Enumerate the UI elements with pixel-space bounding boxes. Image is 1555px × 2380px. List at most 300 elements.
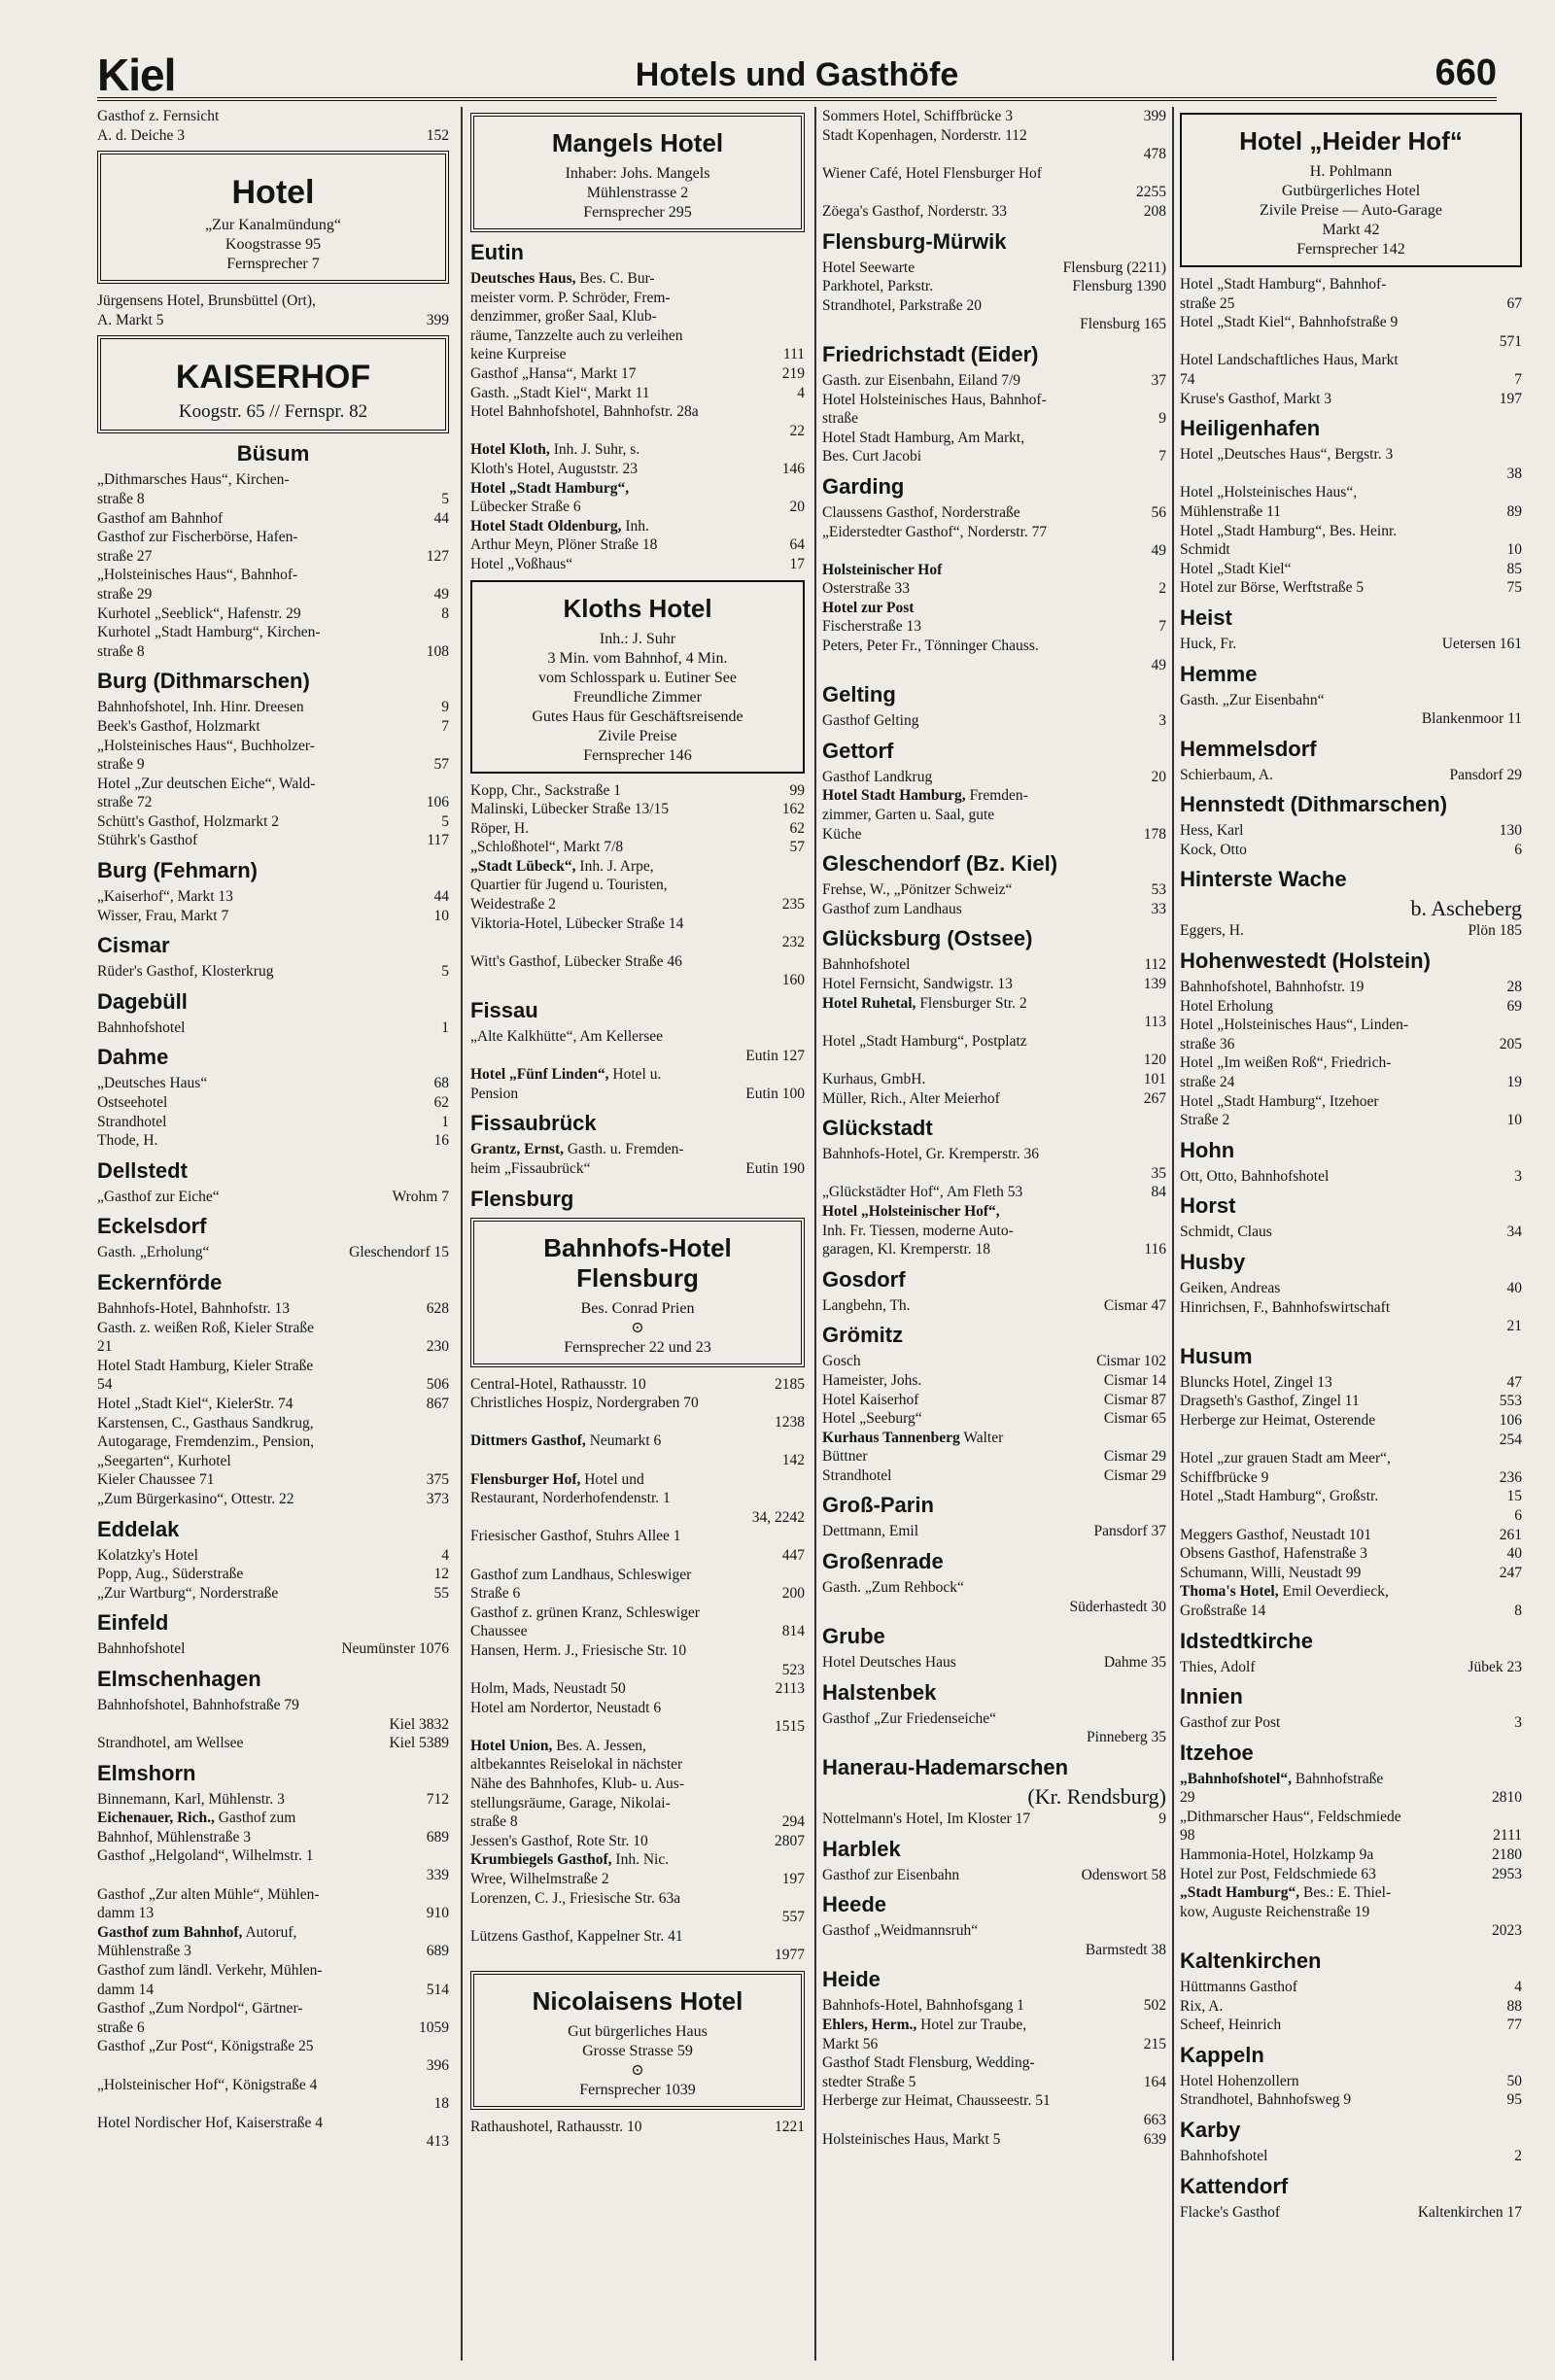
listing-text: Gasthof „Zur alten Mühle“, Mühlen- <box>97 1885 320 1903</box>
listing-line <box>822 617 1166 637</box>
listing-line <box>97 2132 449 2152</box>
column-3 <box>822 107 1166 2361</box>
listing-text: Bes. Curt Jacobi <box>822 448 922 466</box>
listing-text: Gasth. „Zur Eisenbahn“ <box>1180 691 1325 708</box>
listing-line <box>97 1452 449 1471</box>
listing-text: Hotel „Fünf Linden“, Hotel u. <box>470 1066 662 1084</box>
listing-text: Hameister, Johs. <box>822 1371 922 1389</box>
listing-text: Wiener Café, Hotel Flensburger Hof <box>822 164 1042 182</box>
listing-phone: Flensburg 165 <box>1080 316 1166 333</box>
listing-line <box>1180 465 1522 484</box>
town-heading: Eckernförde <box>97 1270 223 1294</box>
listing-line <box>822 1051 1166 1070</box>
listing-line <box>822 656 1166 675</box>
listing-text: Beek's Gasthof, Holzmarkt <box>97 717 260 735</box>
listing-text: Gasthof z. grünen Kranz, Schleswiger <box>470 1604 700 1621</box>
listing-phone: 1 <box>441 1018 449 1036</box>
column-divider <box>461 107 463 2361</box>
town-heading: Halstenbek <box>822 1679 937 1705</box>
listing-text: Hotel zur Börse, Werftstraße 5 <box>1180 579 1365 597</box>
listing-text: Hammonia-Hotel, Holzkamp 9a <box>1180 1846 1374 1864</box>
town-heading: Eddelak <box>97 1516 180 1541</box>
listing-text: „Stadt Hamburg“, Bes.: E. Thiel- <box>1180 1884 1392 1902</box>
listing-line <box>822 786 1166 806</box>
listing-line <box>822 1447 1166 1466</box>
listing-phone: 20 <box>1151 768 1166 785</box>
listing-text: Rüder's Gasthof, Klosterkrug <box>97 963 274 981</box>
listing-line <box>470 1679 805 1699</box>
listing-line <box>470 1661 805 1680</box>
listing-text: Schmidt <box>1180 541 1230 559</box>
town-heading: Heide <box>822 1967 881 1992</box>
listing-line <box>97 755 449 775</box>
listing-phone: Uetersen 161 <box>1441 635 1522 652</box>
listing-text: Bahnhofshotel <box>97 1640 186 1658</box>
listing-name: Hotel Ruhetal, <box>822 994 916 1012</box>
listing-line <box>1180 635 1522 654</box>
listing-phone: 663 <box>1143 2111 1166 2128</box>
listing-text: Gasth. „Stadt Kiel“, Markt 11 <box>470 384 650 401</box>
listing-line <box>1180 445 1522 465</box>
listing-line <box>470 933 805 952</box>
listing-line <box>822 371 1166 391</box>
listing-line <box>822 1429 1166 1448</box>
listing-text: Hotel Landschaftliches Haus, Markt <box>1180 352 1399 369</box>
listing-line <box>97 1846 449 1866</box>
listing-line <box>822 1598 1166 1617</box>
listing-line <box>822 1240 1166 1259</box>
listing-text: „Bahnhofshotel“, Bahnhofstraße <box>1180 1770 1384 1787</box>
listing-line <box>97 1961 449 1981</box>
listing-phone: 1221 <box>775 2119 805 2135</box>
listing-line <box>1180 1997 1522 2017</box>
listing-line <box>822 1145 1166 1164</box>
listing-text: 54 <box>97 1376 113 1394</box>
listing-text: A. d. Deiche 3 <box>97 126 185 144</box>
town-heading: Kattendorf <box>1180 2173 1289 2198</box>
listing-text: Hotel „Stadt Hamburg“, Bahnhof- <box>1180 276 1387 293</box>
listing-text: Hotel Kloth, Inh. J. Suhr, s. <box>470 441 640 459</box>
listing-line <box>1180 1035 1522 1054</box>
listing-phone: 75 <box>1506 579 1522 597</box>
ad-line: Hotel „Heider Hof“ <box>1239 126 1463 155</box>
listing-phone: Neumünster 1076 <box>341 1640 449 1658</box>
listing-line <box>470 838 805 857</box>
listing-name: Holsteinischer Hof <box>822 561 943 578</box>
listing-phone: 69 <box>1506 997 1522 1015</box>
listing-text: Gasthof zur Fischerbörse, Hafen- <box>97 529 298 546</box>
listing-text: Hotel „Stadt Hamburg“, Postplatz <box>822 1032 1027 1050</box>
listing-line <box>470 479 805 499</box>
listing-line <box>470 2118 805 2137</box>
listing-text <box>470 479 629 499</box>
listing-line <box>470 1812 805 1832</box>
listing-phone: 261 <box>1499 1526 1522 1543</box>
listing-text: Wree, Wilhelmstraße 2 <box>470 1871 609 1888</box>
listing-line <box>822 711 1166 731</box>
listing-text: „Stadt Lübeck“, Inh. J. Arpe, <box>470 857 654 875</box>
listing-line <box>470 1375 805 1395</box>
listing-text: Nähe des Bahnhofes, Klub- u. Aus- <box>470 1776 684 1793</box>
listing-line <box>470 1047 805 1066</box>
column-divider <box>814 107 816 2361</box>
listing-line <box>822 523 1166 542</box>
listing-line <box>822 315 1166 334</box>
listing-text: Herberge zur Heimat, Osterende <box>1180 1411 1376 1429</box>
listing-line <box>470 800 805 819</box>
listing-line <box>97 1734 449 1753</box>
listing-line <box>1180 1602 1522 1621</box>
listing-phone: 205 <box>1499 1035 1522 1052</box>
advertisement-box <box>1180 113 1522 267</box>
listing-line <box>470 327 805 346</box>
header-rule <box>97 97 1497 101</box>
town-heading: Dellstedt <box>97 1157 188 1183</box>
listing-line <box>1180 1865 1522 1884</box>
listing-line <box>97 698 449 717</box>
listing-text: Kurhotel „Stadt Hamburg“, Kirchen- <box>97 624 321 641</box>
listing-line <box>822 768 1166 787</box>
listing-text: Ott, Otto, Bahnhofshotel <box>1180 1167 1330 1185</box>
listing-text: Lützens Gasthof, Kappelner Str. 41 <box>470 1927 683 1945</box>
listing-line <box>822 1070 1166 1089</box>
listing-phone: 1977 <box>775 1947 805 1964</box>
listing-line <box>97 1018 449 1038</box>
listing-line <box>1180 1788 1522 1808</box>
listing-line <box>470 876 805 895</box>
listing-line <box>822 579 1166 599</box>
ad-line: Zivile Preise <box>598 727 677 744</box>
listing-text <box>822 1202 1000 1222</box>
listing-line <box>822 1578 1166 1598</box>
listing-line <box>1180 578 1522 598</box>
listing-text: Hess, Karl <box>1180 822 1244 840</box>
listing-line <box>97 311 449 330</box>
listing-phone: 28 <box>1506 979 1522 996</box>
listing-line <box>97 1432 449 1452</box>
listing-text: „Alte Kalkhütte“, Am Kellersee <box>470 1028 663 1046</box>
listing-text: altbekanntes Reiselokal in nächster <box>470 1756 683 1774</box>
listing-line <box>97 1715 449 1735</box>
listing-text: Gasthof zum Bahnhof, Autoruf, <box>97 1923 297 1941</box>
listing-line <box>97 490 449 509</box>
listing-phone: 68 <box>433 1075 449 1092</box>
listing-phone: 142 <box>781 1451 805 1468</box>
ad-line: Zivile Preise — Auto-Garage <box>1260 202 1442 219</box>
listing-phone: 9 <box>1158 1811 1166 1828</box>
listing-text: Strandhotel <box>97 1113 167 1130</box>
listing-text: Kurhaus, GmbH. <box>822 1070 926 1087</box>
listing-line <box>1180 841 1522 860</box>
listing-phone: 399 <box>426 311 449 328</box>
listing-text: Hotel Kaiserhof <box>822 1391 919 1408</box>
listing-text: Pension <box>470 1085 519 1102</box>
listing-line <box>470 1527 805 1546</box>
listing-line <box>822 2130 1166 2150</box>
listing-text: Obsens Gasthof, Hafenstraße 3 <box>1180 1545 1367 1563</box>
page-title: Hotels und Gasthöfe <box>635 56 959 93</box>
listing-phone: 19 <box>1506 1074 1522 1091</box>
listing-line <box>822 1522 1166 1541</box>
town-heading: Innien <box>1180 1684 1243 1709</box>
listing-text: Gasthof zur Post <box>1180 1714 1281 1732</box>
town-heading: Grömitz <box>822 1323 904 1348</box>
listing-line <box>97 775 449 794</box>
listing-line <box>1180 978 1522 997</box>
listing-name: Deutsches Haus, <box>470 270 576 287</box>
listing-phone: Cismar 87 <box>1103 1391 1166 1408</box>
listing-line <box>97 547 449 567</box>
listing-phone: 57 <box>789 839 805 856</box>
listing-line <box>1180 1826 1522 1845</box>
listing-phone: 112 <box>1144 956 1166 974</box>
listing-text: zimmer, Garten u. Saal, gute <box>822 807 995 824</box>
listing-line <box>822 1222 1166 1241</box>
column-2 <box>470 107 805 2361</box>
listing-line <box>97 1188 449 1207</box>
listing-phone: 689 <box>426 1943 449 1960</box>
listing-text: straße 8 <box>97 490 145 507</box>
listing-text: Weidestraße 2 <box>470 896 556 914</box>
listing-phone: 4 <box>441 1546 449 1564</box>
town-heading: Kappeln <box>1180 2042 1264 2067</box>
listing-text: Dittmers Gasthof, Neumarkt 6 <box>470 1432 662 1450</box>
listing-line <box>822 637 1166 656</box>
listing-line <box>97 962 449 982</box>
listing-line <box>97 1565 449 1584</box>
listing-text: „Zur Wartburg“, Norderstraße <box>97 1584 279 1602</box>
listing-text: Hotel „Deutsches Haus“, Bergstr. 3 <box>1180 446 1394 464</box>
town-heading: Eckelsdorf <box>97 1214 207 1239</box>
listing-phone: 40 <box>1506 1545 1522 1563</box>
listing-line <box>470 914 805 934</box>
listing-phone: Cismar 65 <box>1103 1410 1166 1428</box>
listing-phone: 506 <box>426 1376 449 1394</box>
listing-name: Eichenauer, Rich., <box>97 1810 215 1827</box>
listing-text: damm 14 <box>97 1981 155 1998</box>
listing-phone: 108 <box>426 642 449 660</box>
listing-phone: 49 <box>1151 656 1166 673</box>
listing-text: Strandhotel, am Wellsee <box>97 1735 244 1752</box>
listing-phone: 62 <box>433 1094 449 1112</box>
listing-text <box>822 561 942 580</box>
listing-line <box>470 1546 805 1566</box>
listing-line <box>97 566 449 585</box>
listing-phone: 413 <box>426 2133 449 2151</box>
listing-text: Hotel „Stadt Hamburg“, Bes. Heinr. <box>1180 522 1398 539</box>
listing-line <box>97 1395 449 1414</box>
listing-line <box>470 952 805 972</box>
listing-phone: 127 <box>426 547 449 565</box>
ad-line: Koogstr. 65 // Fernspr. 82 <box>178 401 368 423</box>
listing-phone: 197 <box>781 1871 805 1888</box>
listing-phone: 1 <box>441 1113 449 1130</box>
listing-line <box>1180 1808 1522 1827</box>
listing-text: Gasthof „Zur Post“, Königstraße 25 <box>97 2038 314 2055</box>
listing-phone: 7 <box>441 717 449 735</box>
listing-text: Hotel Seewarte <box>822 259 916 276</box>
listing-phone: 106 <box>1499 1411 1522 1429</box>
listing-phone: 116 <box>1144 1241 1166 1259</box>
town-heading: Cismar <box>97 933 170 958</box>
listing-line <box>97 831 449 850</box>
listing-text: Chaussee <box>470 1623 528 1640</box>
listing-text: Gasthof „Hansa“, Markt 17 <box>470 364 637 382</box>
listing-text: Strandhotel, Bahnhofsweg 9 <box>1180 2091 1352 2109</box>
listing-text: „Zum Bürgerkasino“, Ottestr. 22 <box>97 1490 294 1507</box>
listing-phone: 101 <box>1143 1070 1166 1087</box>
listing-line <box>1180 2203 1522 2223</box>
listing-line <box>1180 1506 1522 1526</box>
listing-text: Holsteinisches Haus, Markt 5 <box>822 2130 1001 2148</box>
listing-phone: 5 <box>441 490 449 507</box>
listing-line <box>1180 2147 1522 2166</box>
town-heading: Heede <box>822 1892 887 1917</box>
listing-phone: 557 <box>781 1909 805 1926</box>
town-heading: Hanerau-Hademarschen <box>822 1755 1069 1780</box>
listing-line <box>97 1809 449 1828</box>
listing-line <box>1180 1431 1522 1450</box>
listing-phone: Kiel 5389 <box>389 1735 449 1752</box>
listing-line <box>470 1085 805 1104</box>
column-4 <box>1180 107 1522 2361</box>
listing-phone: Dahme 35 <box>1103 1654 1166 1672</box>
listing-text: Hotel „Stadt Kiel“, KielerStr. 74 <box>97 1395 294 1412</box>
listing-text: Gasthof zum Landhaus <box>822 900 962 917</box>
listing-phone: 3 <box>1514 1167 1522 1185</box>
listing-phone: 49 <box>1151 542 1166 560</box>
listing-phone: Cismar 29 <box>1103 1448 1166 1466</box>
listing-text: Gasth. „Zum Rehbock“ <box>822 1579 964 1597</box>
ad-line: 3 Min. vom Bahnhof, 4 Min. <box>547 649 728 667</box>
listing-text: Thode, H. <box>97 1132 158 1150</box>
ad-line: KAISERHOF <box>175 359 371 397</box>
town-heading: Idstedtkirche <box>1180 1628 1313 1653</box>
listing-name: Dittmers Gasthof, <box>470 1432 586 1450</box>
listing-line <box>822 1013 1166 1032</box>
listing-text: Scheef, Heinrich <box>1180 2017 1282 2034</box>
listing-line <box>470 971 805 990</box>
listing-line <box>470 1850 805 1870</box>
ad-line: Koogstrasse 95 <box>225 236 322 254</box>
listing-text: Bahnhofs-Hotel, Gr. Kremperstr. 36 <box>822 1146 1039 1163</box>
listing-phone: 62 <box>789 819 805 837</box>
listing-phone: 2 <box>1158 580 1166 598</box>
listing-phone: 35 <box>1151 1164 1166 1182</box>
town-heading: Fissaubrück <box>470 1111 597 1136</box>
listing-line <box>822 296 1166 316</box>
listing-text: Hotel „Stadt Hamburg“, Itzehoer <box>1180 1092 1379 1110</box>
listing-text: „Seegarten“, Kurhotel <box>97 1452 231 1469</box>
ad-line: Bahnhofs-Hotel Flensburg <box>543 1232 732 1293</box>
listing-phone: 37 <box>1151 371 1166 389</box>
listing-text: denzimmer, großer Saal, Klub- <box>470 308 657 326</box>
town-heading: Gettorf <box>822 738 894 763</box>
town-heading: Gelting <box>822 682 896 707</box>
listing-line <box>822 1391 1166 1410</box>
listing-phone: 2113 <box>775 1680 805 1698</box>
listing-line <box>97 1639 449 1659</box>
listing-line <box>470 402 805 422</box>
listing-line <box>1180 2090 1522 2110</box>
listing-line <box>822 541 1166 561</box>
listing-line <box>822 1202 1166 1222</box>
listing-text: Hotel „Im weißen Roß“, Friedrich- <box>1180 1054 1392 1072</box>
advertisement-box <box>470 1971 805 2110</box>
listing-text: meister vorm. P. Schröder, Frem- <box>470 289 671 306</box>
listing-phone: Gleschendorf 15 <box>349 1244 449 1261</box>
listing-text: Bluncks Hotel, Zingel 13 <box>1180 1373 1332 1391</box>
listing-phone: 339 <box>426 1867 449 1884</box>
listing-text: „Kaiserhof“, Markt 13 <box>97 888 233 906</box>
listing-phone: Kaltenkirchen 17 <box>1417 2203 1522 2221</box>
listing-line <box>97 1981 449 2000</box>
listing-line <box>822 1296 1166 1316</box>
listing-text: Parkhotel, Parkstr. <box>822 278 934 295</box>
listing-text: straße 24 <box>1180 1074 1235 1091</box>
listing-text: 98 <box>1180 1827 1195 1845</box>
listing-phone: Cismar 14 <box>1103 1371 1166 1389</box>
listing-line <box>822 900 1166 919</box>
listing-text: Hotel „zur grauen Stadt am Meer“, <box>1180 1450 1391 1467</box>
listing-phone: 33 <box>1151 900 1166 917</box>
listing-line <box>822 1866 1166 1885</box>
listing-line <box>822 1709 1166 1729</box>
ad-line: Bes. Conrad Prien <box>580 1299 695 1317</box>
listing-text: straße <box>822 410 859 428</box>
town-heading: Eutin <box>470 240 524 264</box>
listing-text: Inh. Fr. Tiessen, moderne Auto- <box>822 1222 1014 1239</box>
listing-line <box>1180 1317 1522 1336</box>
listing-text: „Schloßhotel“, Markt 7/8 <box>470 839 624 856</box>
listing-line <box>470 289 805 308</box>
listing-text: „Holsteinisches Haus“, Buchholzer- <box>97 737 315 754</box>
listing-line <box>1180 1298 1522 1318</box>
listing-text: straße 6 <box>97 2018 145 2036</box>
listing-phone: 21 <box>1506 1318 1522 1335</box>
town-heading: Hohenwestedt (Holstein) <box>1180 949 1431 974</box>
listing-text: Hotel Holsteinisches Haus, Bahnhof- <box>822 391 1047 408</box>
listing-phone: 50 <box>1506 2072 1522 2089</box>
advertisement-box <box>97 335 449 433</box>
listing-line <box>97 470 449 490</box>
town-heading: Dagebüll <box>97 988 188 1014</box>
listing-phone: 2807 <box>775 1832 805 1849</box>
listing-text: Müller, Rich., Alter Meierhof <box>822 1089 1000 1107</box>
listing-text: Büttner <box>822 1448 868 1466</box>
column-1 <box>97 107 449 2361</box>
listing-phone: 7 <box>1158 448 1166 466</box>
listing-phone: Eutin 190 <box>745 1160 805 1177</box>
listing-text: Ehlers, Herm., Hotel zur Traube, <box>822 2017 1027 2033</box>
advertisement-box <box>470 113 805 232</box>
listing-phone: 236 <box>1499 1468 1522 1486</box>
listing-line <box>470 1889 805 1909</box>
listing-text <box>822 599 914 618</box>
listing-phone: 17 <box>789 555 805 572</box>
listing-phone: 53 <box>1151 881 1166 899</box>
listing-text: Stührk's Gasthof <box>97 832 198 849</box>
listing-text: Kieler Chaussee 71 <box>97 1471 215 1489</box>
listing-line <box>97 509 449 529</box>
listing-name: Ehlers, Herm., <box>822 2017 917 2033</box>
listing-name: „Stadt Lübeck“, <box>470 857 576 875</box>
listing-text: Gasthof „Weidmannsruh“ <box>822 1922 979 1940</box>
listing-text: Röper, H. <box>470 819 530 837</box>
listing-text: Thoma's Hotel, Emil Oeverdieck, <box>1180 1583 1389 1601</box>
listing-line <box>822 2073 1166 2092</box>
ad-line: Fernsprecher 295 <box>583 204 692 221</box>
